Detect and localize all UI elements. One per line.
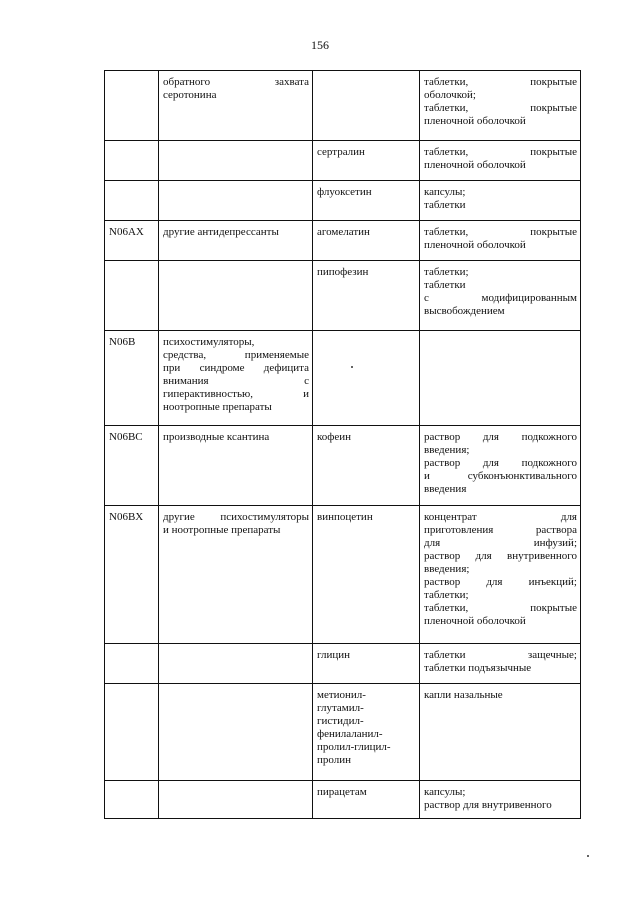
cell-line: серотонина: [163, 89, 217, 101]
dosage-form-cell: [420, 684, 581, 781]
dosage-form-cell: [420, 181, 581, 221]
cell-line: и ноотропные препараты: [163, 524, 281, 536]
cell-line: другие психостимуляторы: [163, 511, 309, 523]
group-name-cell: [159, 331, 313, 426]
group-name-cell: [159, 781, 313, 819]
atc-code-cell: [105, 221, 159, 261]
inn-cell: [313, 506, 420, 644]
atc-code-cell: [105, 506, 159, 644]
inn-cell: [313, 426, 420, 506]
cell-line: капсулы;: [424, 186, 466, 198]
dosage-form-cell: [420, 71, 581, 141]
cell-line: раствор для внутривенного: [424, 799, 552, 811]
cell-line: для инфузий;: [424, 537, 577, 549]
cell-line: таблетки защечные;: [424, 649, 577, 661]
inn-cell: [313, 644, 420, 684]
cell-line: другие антидепрессанты: [163, 226, 279, 238]
inn-cell: [313, 261, 420, 331]
group-name-cell: [159, 71, 313, 141]
cell-line: приготовления раствора: [424, 524, 577, 536]
atc-code-cell: [105, 71, 159, 141]
group-name-cell: [159, 181, 313, 221]
group-name-cell: [159, 644, 313, 684]
cell-line: психостимуляторы,: [163, 336, 255, 348]
group-name-cell: [159, 506, 313, 644]
cell-line: таблетки, покрытые: [424, 602, 577, 614]
cell-line: введения;: [424, 444, 470, 456]
cell-line: гистидил-: [317, 715, 364, 727]
table-row: [105, 331, 581, 426]
atc-code-cell: [105, 781, 159, 819]
cell-line: таблетки подъязычные: [424, 662, 532, 674]
dosage-form-cell: [420, 781, 581, 819]
atc-code-cell: [105, 181, 159, 221]
cell-line: метионил-: [317, 689, 366, 701]
cell-line: пролил-глицил-: [317, 741, 391, 753]
cell-line: и субконъюнктивального: [424, 470, 577, 482]
cell-line: кофеин: [317, 431, 352, 443]
group-name-cell: [159, 141, 313, 181]
cell-line: глутамил-: [317, 702, 364, 714]
cell-line: капсулы;: [424, 786, 466, 798]
cell-line: гиперактивностью, и: [163, 388, 309, 400]
atc-code-cell: [105, 261, 159, 331]
table-row: [105, 181, 581, 221]
cell-line: ноотропные препараты: [163, 401, 272, 413]
cell-line: таблетки: [424, 199, 466, 211]
group-name-cell: [159, 261, 313, 331]
table-row: [105, 261, 581, 331]
scan-speck: [587, 855, 589, 857]
dosage-form-cell: [420, 644, 581, 684]
inn-cell: [313, 221, 420, 261]
cell-line: таблетки, покрытые: [424, 146, 577, 158]
cell-line: капли назальные: [424, 689, 503, 701]
table-row: [105, 426, 581, 506]
page-number: 156: [311, 38, 329, 52]
atc-code-cell: [105, 426, 159, 506]
cell-line: внимания с: [163, 375, 309, 387]
cell-line: раствор для подкожного: [424, 431, 577, 443]
dosage-form-cell: [420, 261, 581, 331]
cell-line: пленочной оболочкой: [424, 239, 526, 251]
cell-line: таблетки, покрытые: [424, 226, 577, 238]
inn-cell: [313, 141, 420, 181]
table-row: [105, 221, 581, 261]
inn-cell: [313, 331, 420, 426]
dosage-form-cell: [420, 331, 581, 426]
table-row: [105, 781, 581, 819]
cell-line: при синдроме дефицита: [163, 362, 309, 374]
cell-line: введения;: [424, 563, 470, 575]
cell-line: пипофезин: [317, 266, 369, 278]
cell-line: обратного захвата: [163, 76, 309, 88]
group-name-cell: [159, 221, 313, 261]
table-row: [105, 684, 581, 781]
cell-line: сертралин: [317, 146, 365, 158]
atc-code: N06AX: [109, 226, 144, 238]
cell-line: пленочной оболочкой: [424, 115, 526, 127]
group-name-cell: [159, 684, 313, 781]
cell-line: фенилаланил-: [317, 728, 383, 740]
atc-code-cell: [105, 141, 159, 181]
table-row: [105, 644, 581, 684]
atc-code-cell: [105, 684, 159, 781]
dosage-form-cell: [420, 221, 581, 261]
cell-line: таблетки;: [424, 266, 469, 278]
cell-line: средства, применяемые: [163, 349, 309, 361]
table-row: [105, 71, 581, 141]
cell-line: пирацетам: [317, 786, 367, 798]
dosage-form-cell: [420, 506, 581, 644]
atc-code: N06BX: [109, 511, 144, 523]
cell-line: винпоцетин: [317, 511, 373, 523]
atc-code-cell: [105, 644, 159, 684]
cell-line: высвобождением: [424, 305, 505, 317]
cell-line: таблетки, покрытые: [424, 76, 577, 88]
atc-code: N06BC: [109, 431, 143, 443]
cell-line: пленочной оболочкой: [424, 159, 526, 171]
cell-line: с модифицированным: [424, 292, 577, 304]
cell-line: пролин: [317, 754, 352, 766]
inn-cell: [313, 781, 420, 819]
cell-line: введения: [424, 483, 467, 495]
cell-line: раствор для инъекций;: [424, 576, 577, 588]
drug-table: [104, 70, 581, 819]
cell-line: раствор для подкожного: [424, 457, 577, 469]
table-row: [105, 506, 581, 644]
inn-cell: [313, 684, 420, 781]
cell-line: флуоксетин: [317, 186, 372, 198]
cell-line: производные ксантина: [163, 431, 270, 443]
inn-cell: [313, 71, 420, 141]
cell-line: таблетки: [424, 279, 466, 291]
atc-code-cell: [105, 331, 159, 426]
dosage-form-cell: [420, 141, 581, 181]
scan-speck: [351, 366, 353, 368]
cell-line: оболочкой;: [424, 89, 476, 101]
group-name-cell: [159, 426, 313, 506]
cell-line: раствор для внутривенного: [424, 550, 577, 562]
cell-line: глицин: [317, 649, 350, 661]
cell-line: таблетки;: [424, 589, 469, 601]
cell-line: таблетки, покрытые: [424, 102, 577, 114]
dosage-form-cell: [420, 426, 581, 506]
cell-line: пленочной оболочкой: [424, 615, 526, 627]
atc-code: N06B: [109, 336, 136, 348]
cell-line: агомелатин: [317, 226, 370, 238]
table-row: [105, 141, 581, 181]
inn-cell: [313, 181, 420, 221]
cell-line: концентрат для: [424, 511, 577, 523]
